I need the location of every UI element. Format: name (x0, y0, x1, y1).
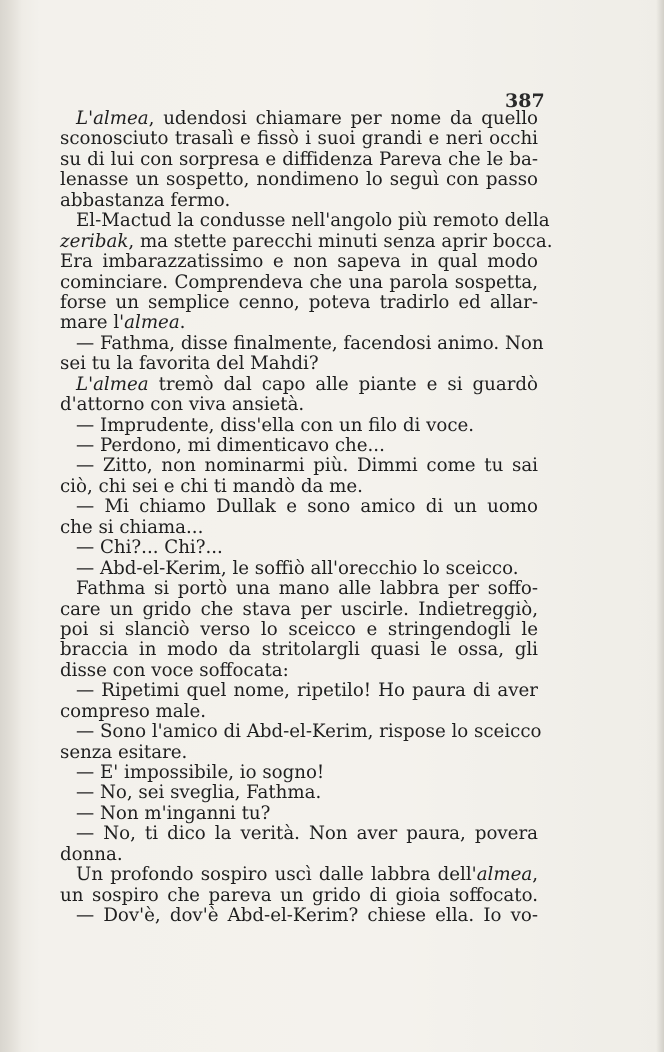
text-line: Fathma si portò una mano alle labbra per soffo- (76, 578, 538, 600)
text-line: — Chi?... Chi?... (76, 537, 223, 559)
text-line: disse con voce soffocata: (60, 659, 289, 681)
text-line: su di lui con sorpresa e diffidenza Pareva che le ba- (60, 148, 538, 170)
page-left-edge (0, 0, 22, 1052)
text-line: — Ripetimi quel nome, ripetilo! Ho paura di aver (76, 680, 538, 702)
text-line: care un grido che stava per uscirle. Indietreggiò, (60, 598, 538, 620)
text-line: — Dov'è, dov'è Abd-el-Kerim? chiese ella. Io vo- (76, 905, 538, 927)
text-line: zeribak, ma stette parecchi minuti senza aprir bocca. (60, 230, 553, 252)
text-line: d'attorno con viva ansietà. (60, 394, 305, 416)
text-line: Era imbarazzatissimo e non sapeva in qual modo (60, 251, 538, 273)
text-line: El-Mactud la condusse nell'angolo più remoto della (76, 210, 550, 232)
text-line: Un profondo sospiro uscì dalle labbra dell'almea, (76, 864, 538, 886)
text-line: ciò, chi sei e chi ti mandò da me. (60, 475, 363, 497)
text-line: sconosciuto trasalì e fissò i suoi grandi e neri occhi (60, 128, 538, 150)
text-line: — Fathma, disse finalmente, facendosi animo. Non (76, 332, 544, 354)
text-line: braccia in modo da stritolargli quasi le ossa, gli (60, 639, 538, 661)
text-line: poi si slanciò verso lo sceicco e stringendogli le (60, 618, 538, 640)
page-body-text (60, 108, 553, 927)
text-line: — No, sei sveglia, Fathma. (76, 782, 322, 804)
text-line: — Abd-el-Kerim, le soffiò all'orecchio lo sceicco. (76, 557, 519, 579)
text-line: — Sono l'amico di Abd-el-Kerim, rispose lo sceicco (76, 721, 542, 743)
text-line: — Zitto, non nominarmi più. Dimmi come tu sai (76, 455, 538, 477)
text-line: senza esitare. (60, 741, 188, 763)
text-line: un sospiro che pareva un grido di gioia soffocato. (60, 884, 538, 906)
text-line: L'almea, udendosi chiamare per nome da quello (76, 108, 538, 129)
page-number: 387 (505, 90, 545, 112)
text-line: compreso male. (60, 700, 206, 722)
text-line: — Non m'inganni tu? (76, 802, 271, 824)
text-line: forse un semplice cenno, poteva tradirlo ed allar- (60, 291, 538, 313)
text-line: lenasse un sospetto, nondimeno lo seguì con passo (60, 169, 538, 191)
text-line: sei tu la favorita del Mahdi? (60, 353, 319, 375)
text-line: — Imprudente, diss'ella con un filo di voce. (76, 414, 475, 436)
text-line: cominciare. Comprendeva che una parola sospetta, (60, 271, 538, 293)
page-right-edge (656, 0, 664, 1052)
text-line: — Mi chiamo Dullak e sono amico di un uomo (76, 496, 538, 518)
text-line: L'almea tremò dal capo alle piante e si guardò (76, 373, 538, 395)
text-line: — No, ti dico la verità. Non aver paura, povera (76, 823, 538, 845)
text-line: che si chiama... (60, 516, 204, 538)
text-line: — E' impossibile, io sogno! (76, 762, 325, 783)
text-line: mare l'almea. (60, 312, 186, 334)
text-line: — Perdono, mi dimenticavo che... (76, 435, 385, 456)
text-line: donna. (60, 843, 123, 865)
text-line: abbastanza fermo. (60, 189, 231, 211)
